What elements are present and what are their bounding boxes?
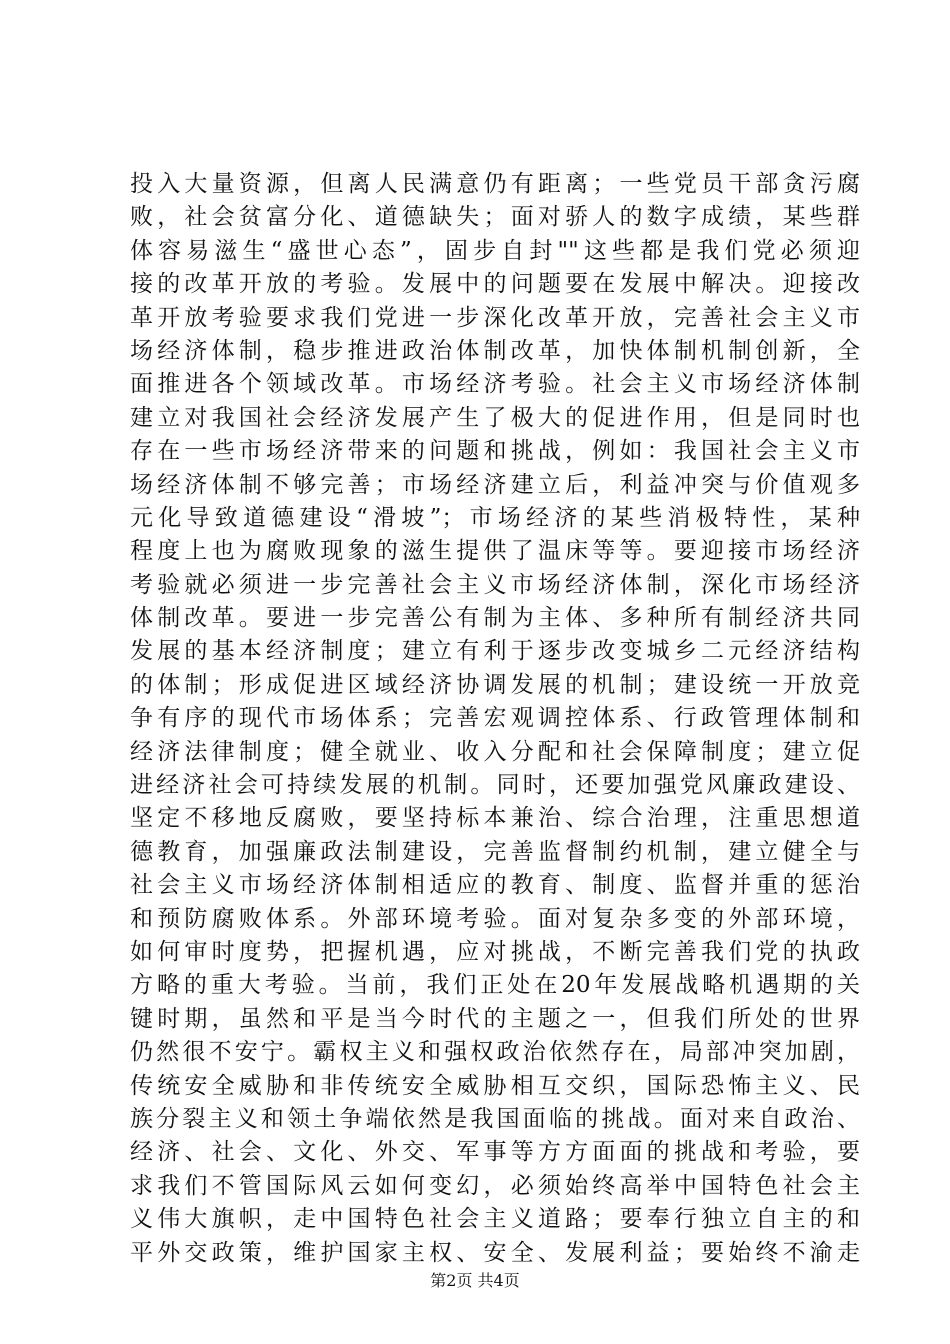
text-line: 场经济体制不够完善；市场经济建立后，利益冲突与价值观多 bbox=[130, 471, 860, 498]
text-line: 建立对我国社会经济发展产生了极大的促进作用，但是同时也 bbox=[130, 404, 860, 431]
text-line: 求我们不管国际风云如何变幻，必须始终高举中国特色社会主 bbox=[130, 1172, 860, 1199]
text-line: 如何审时度势，把握机遇，应对挑战，不断完善我们党的执政 bbox=[130, 938, 860, 965]
text-line: 传统安全威胁和非传统安全威胁相互交织，国际恐怖主义、民 bbox=[130, 1072, 860, 1099]
text-line: 经济法律制度；健全就业、收入分配和社会保障制度；建立促 bbox=[130, 738, 860, 765]
text-line: 投入大量资源，但离人民满意仍有距离；一些党员干部贪污腐 bbox=[130, 171, 860, 197]
text-line: 体容易滋生“盛世心态”，固步自封""这些都是我们党必须迎 bbox=[130, 237, 860, 264]
text-line: 的体制；形成促进区域经济协调发展的机制；建设统一开放竞 bbox=[130, 671, 860, 698]
text-line: 德教育，加强廉政法制建设，完善监督制约机制，建立健全与 bbox=[130, 838, 860, 865]
text-line: 经济、社会、文化、外交、军事等方方面面的挑战和考验，要 bbox=[130, 1139, 860, 1166]
text-line: 平外交政策，维护国家主权、安全、发展利益；要始终不渝走 bbox=[130, 1239, 860, 1266]
text-line: 面推进各个领域改革。市场经济考验。社会主义市场经济体制 bbox=[130, 371, 860, 398]
text-line: 体制改革。要进一步完善公有制为主体、多种所有制经济共同 bbox=[130, 605, 860, 632]
body-paragraph bbox=[130, 168, 860, 1270]
text-line: 接的改革开放的考验。发展中的问题要在发展中解决。迎接改 bbox=[130, 271, 860, 298]
text-line: 义伟大旗帜，走中国特色社会主义道路；要奉行独立自主的和 bbox=[130, 1206, 860, 1233]
text-line: 方略的重大考验。当前，我们正处在20年发展战略机遇期的关 bbox=[130, 972, 860, 999]
page-number-footer: 第2页 共4页 bbox=[430, 1271, 520, 1290]
text-line: 存在一些市场经济带来的问题和挑战，例如：我国社会主义市 bbox=[130, 438, 860, 465]
text-line: 键时期，虽然和平是当今时代的主题之一，但我们所处的世界 bbox=[130, 1005, 860, 1032]
text-line: 元化导致道德建设“滑坡”；市场经济的某些消极特性，某种 bbox=[130, 504, 860, 531]
text-line: 族分裂主义和领土争端依然是我国面临的挑战。面对来自政治、 bbox=[130, 1105, 860, 1132]
text-line: 发展的基本经济制度；建立有利于逐步改变城乡二元经济结构 bbox=[130, 638, 860, 665]
text-line: 场经济体制，稳步推进政治体制改革，加快体制机制创新，全 bbox=[130, 337, 860, 364]
text-line: 社会主义市场经济体制相适应的教育、制度、监督并重的惩治 bbox=[130, 872, 860, 899]
text-line: 程度上也为腐败现象的滋生提供了温床等等。要迎接市场经济 bbox=[130, 538, 860, 565]
text-line: 争有序的现代市场体系；完善宏观调控体系、行政管理体制和 bbox=[130, 705, 860, 732]
text-line: 坚定不移地反腐败，要坚持标本兼治、综合治理，注重思想道 bbox=[130, 805, 860, 832]
text-line: 败，社会贫富分化、道德缺失；面对骄人的数字成绩，某些群 bbox=[130, 204, 860, 231]
text-line: 革开放考验要求我们党进一步深化改革开放，完善社会主义市 bbox=[130, 304, 860, 331]
text-line: 和预防腐败体系。外部环境考验。面对复杂多变的外部环境， bbox=[130, 905, 860, 932]
text-line: 考验就必须进一步完善社会主义市场经济体制，深化市场经济 bbox=[130, 571, 860, 598]
text-line: 仍然很不安宁。霸权主义和强权政治依然存在，局部冲突加剧， bbox=[130, 1039, 860, 1066]
text-line: 进经济社会可持续发展的机制。同时，还要加强党风廉政建设、 bbox=[130, 772, 860, 799]
